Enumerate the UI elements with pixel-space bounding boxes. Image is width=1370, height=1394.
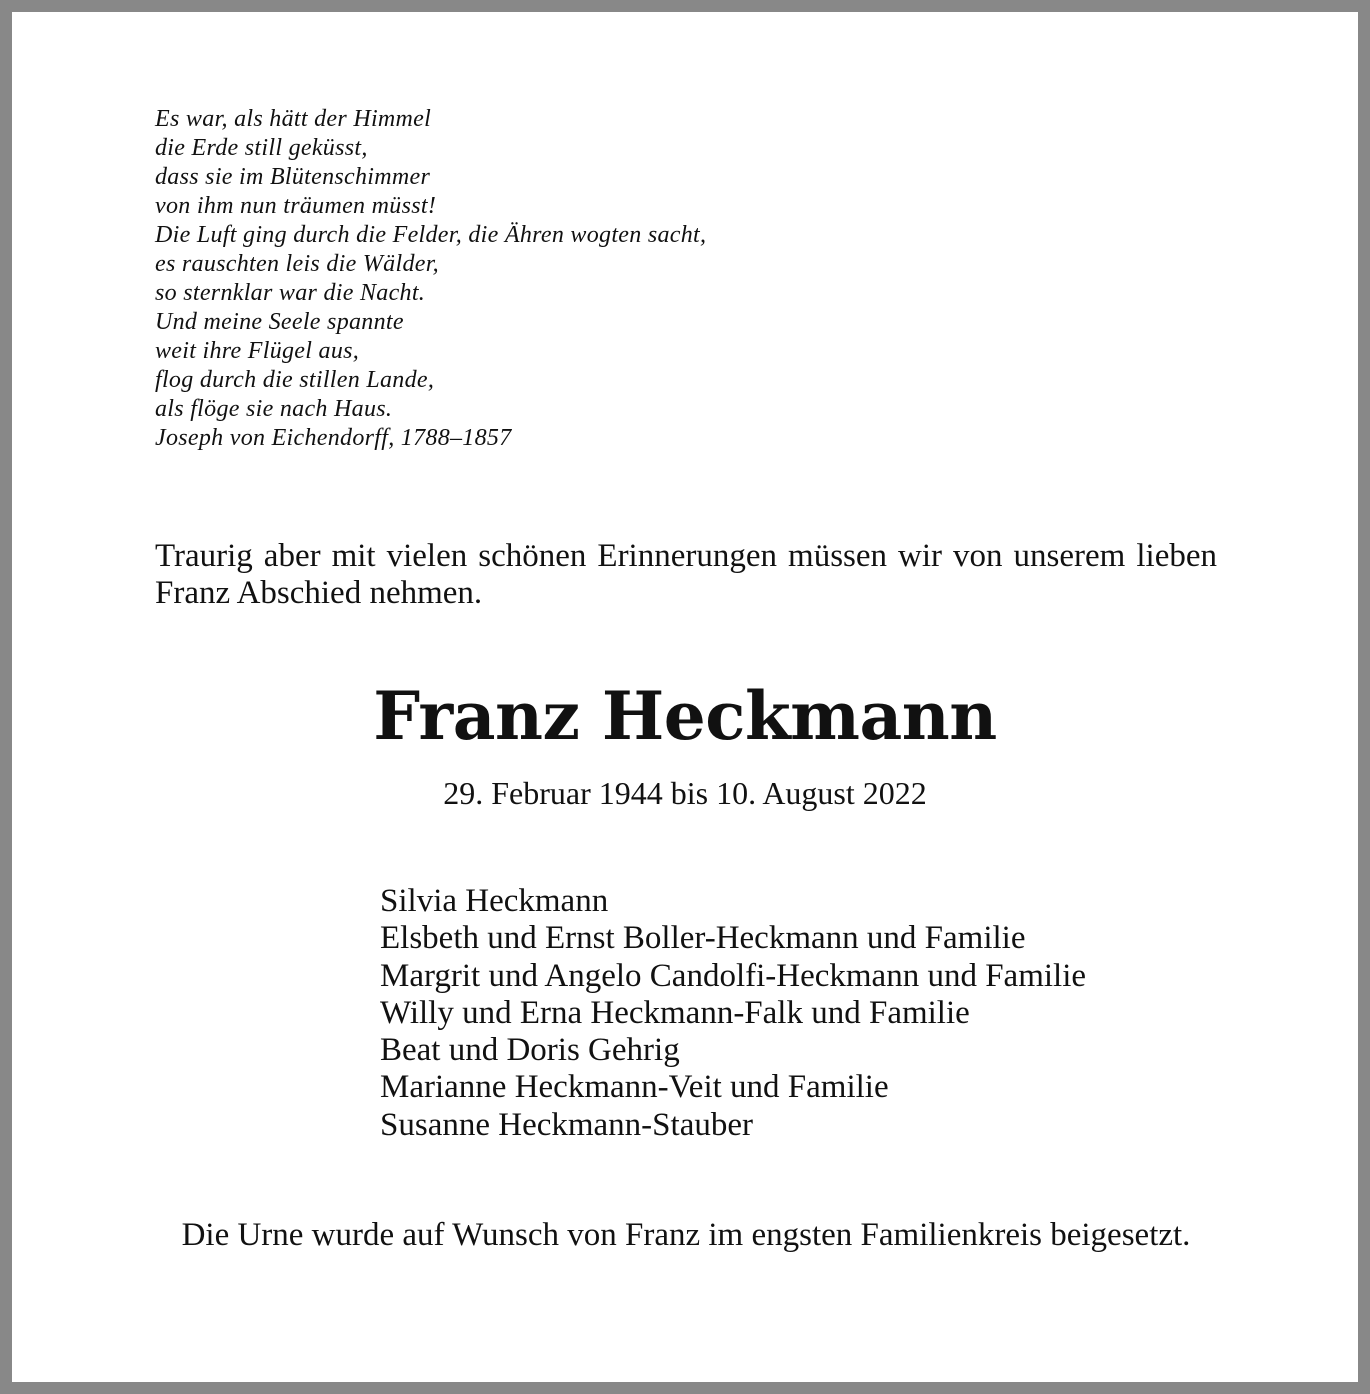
poem-line: die Erde still geküsst, (155, 135, 368, 161)
mourner: Willy und Erna Heckmann-Falk und Familie (380, 994, 970, 1031)
mourner: Silvia Heckmann (380, 883, 609, 919)
mourner: Margrit und Angelo Candolfi-Heckmann und Familie (380, 957, 1087, 994)
intro-text: Traurig aber mit vielen schönen Erinnerungen müssen wir von unserem lieben Franz Abschied nehmen. (155, 538, 1217, 611)
poem-line: weit ihre Flügel aus, (155, 338, 360, 364)
obituary-page (12, 12, 1358, 1382)
mourner: Marianne Heckmann-Veit und Familie (380, 1069, 889, 1106)
life-dates: 29. Februar 1944 bis 10. August 2022 (443, 775, 927, 811)
deceased-name: Franz Heckmann (373, 677, 997, 755)
mourner: Elsbeth und Ernst Boller-Heckmann und Familie (380, 920, 1026, 957)
poem (155, 105, 706, 453)
poem-line: Die Luft ging durch die Felder, die Ähren wogten sacht, (155, 222, 707, 248)
poem-line: dass sie im Blütenschimmer (155, 164, 431, 190)
poem-line: als flöge sie nach Haus. (155, 396, 393, 422)
poem-attribution: Joseph von Eichendorff, 1788–1857 (155, 425, 512, 451)
mourner: Susanne Heckmann-Stauber (380, 1106, 753, 1143)
mourner: Beat und Doris Gehrig (380, 1032, 680, 1069)
poem-line: flog durch die stillen Lande, (155, 367, 435, 393)
poem-line: Und meine Seele spannte (155, 309, 404, 335)
poem-line: Es war, als hätt der Himmel (155, 106, 432, 132)
poem-line: so sternklar war die Nacht. (155, 280, 426, 306)
closing-text: Die Urne wurde auf Wunsch von Franz im engsten Familienkreis beigesetzt. (181, 1217, 1191, 1253)
poem-line: von ihm nun träumen müsst! (155, 193, 437, 219)
poem-line: es rauschten leis die Wälder, (155, 251, 439, 277)
mourners-list (380, 883, 1086, 1144)
